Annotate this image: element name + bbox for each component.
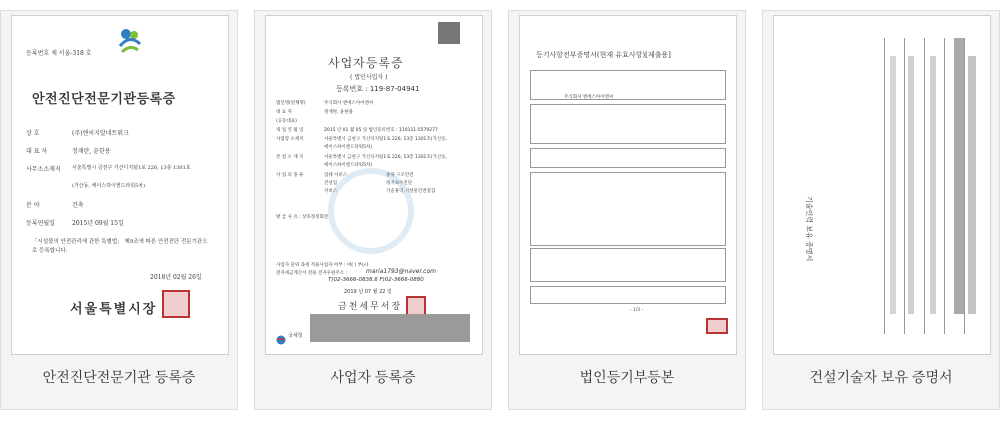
document-subtitle: ( 법인사업자 ) [350,74,388,81]
row-label: 개 업 연 월 일 [276,128,304,133]
row-label: 상 호 [26,130,40,137]
redacted-column [890,56,896,314]
document-corporate-registry [519,15,737,355]
document-title: 안전진단전문기관등록증 [32,92,176,107]
document-business-registration [265,15,483,355]
official-seal-icon [406,296,426,316]
document-title: 등기사항전부증명서(현재 유효사항)[제출용] [536,51,671,59]
nts-logo-icon [276,330,286,349]
tax-note: 사업자 단위 과세 적용사업자 여부 : 여( ) 부(√) [276,263,369,268]
redacted-column [908,56,914,314]
row-value: 2015년 09월 15일 [72,220,124,227]
registry-section [530,104,726,144]
row-label: 사업장 소재지 [276,137,304,142]
corp-name: 주식회사 엔에스아이엔씨 [564,95,614,100]
issue-date: 2019 년 07 월 22 일 [344,289,392,295]
barcode-area [310,314,470,342]
table-column-line [884,38,885,334]
redacted-column [930,56,936,314]
document-title: 사업자등록증 [328,56,404,70]
issue-reason: 발 급 사 유 : 상호정정회전 [276,215,329,220]
row-label: 법인명(단체명) [276,101,306,106]
row-value: 서울특별시 금천구 가산디지털1로 226, 13층 1301호(가산동, [324,137,447,142]
table-column-line [924,38,925,334]
biz-item: 기술용역,시설물안전점검 [386,189,436,194]
table-column-line [944,38,945,334]
document-construction-engineer [773,15,991,355]
issue-date: 2018년 02월 26일 [150,274,202,281]
registration-number: 등록번호 제 서울-318 호 [26,50,92,57]
page-indicator: - 1/3 - [630,308,644,313]
registry-section [530,172,726,246]
row-value: 주식회사 엔에스아이엔씨 [324,101,374,106]
phone-value: T)02-3666-0838,6 F)02-3666-0880 [328,277,424,283]
row-value: 서울특별시 금천구 가산디지털1로 226, 13층 1301호(가산동, [324,155,447,160]
row-label: 본 점 소 재 지 [276,155,304,160]
certificate-card-corporate-registry[interactable] [508,10,746,410]
email-label: 전자세금계산서 전용 전자우편주소 : [276,271,348,276]
row-value: 서울특별시 금천구 가산디지털1로 226, 13층 1301호 [72,165,191,171]
registry-section [530,286,726,304]
table-column-line [964,38,965,334]
biz-type: 서비스 [324,189,338,194]
row-value: 건축 [72,202,84,209]
statement-text: 「시설물의 안전관리에 관한 특별법」 제9조에 따른 안전진단 전문기관으로 등록합니다. [32,239,208,254]
row-label: 등록연월일 [26,220,55,227]
document-safety-diagnosis [11,15,229,355]
issuer-name: 금천세무서장 [338,302,403,312]
official-seal-icon [706,318,728,334]
table-column-line [904,38,905,334]
row-value: 정재란, 윤한용 [72,148,111,155]
row-value: 에이스하이엔드타워5차) [324,163,373,168]
nts-watermark-icon [326,166,416,260]
card-caption: 건설기술자 보유 증명서 [809,369,953,385]
row-value: 2015 년 01 월 05 일 법인등록번호 : 110111-5579277 [324,128,438,133]
issuer-name: 서울특별시장 [70,302,158,317]
row-value: (주)엔씨지알네트워크 [72,130,129,137]
biz-item: 정지보수진단 [386,181,413,186]
row-label: 분 야 [26,202,40,209]
official-seal-icon [162,290,190,318]
row-label: 사무소소재지 [26,166,61,173]
biz-type: 업태 서비스 [324,173,348,178]
row-label: 대 표 자 [276,110,292,115]
registration-number: 등록번호 : 119-87-04941 [336,85,420,93]
registry-section [530,248,726,282]
card-caption: 법인등기부등본 [579,369,675,385]
row-value: 에이스하이엔드타워5차) [324,145,373,150]
email-value: maria1793@naver.com [366,268,436,275]
nts-label: 국세청 [288,333,303,339]
side-title: 기술인력 보유 증명서 [805,196,813,262]
korea-emblem-icon [116,26,144,60]
certificate-card-safety-diagnosis[interactable] [0,10,238,410]
qr-code-icon [438,22,460,44]
registry-section [530,148,726,168]
registry-header-table [530,70,726,100]
biz-item: 종목 구조안전 [386,173,414,178]
redacted-column [968,56,976,314]
redacted-column [954,38,964,314]
row-value: 정재란, 윤한용 [324,110,353,115]
card-caption: 안전진단전문기관 등록증 [42,369,196,385]
biz-type: 건설업 [324,181,338,186]
certificate-card-construction-engineer[interactable] [762,10,1000,410]
row-value: (가산동, 에이스하이엔드타워5차) [72,183,146,189]
row-label: (공동대표) [276,119,297,124]
card-caption: 사업자 등록증 [330,369,416,385]
row-label: 대 표 자 [26,148,48,155]
biz-type-label: 사 업 의 종 류 [276,173,304,178]
certificate-card-business-registration[interactable] [254,10,492,410]
